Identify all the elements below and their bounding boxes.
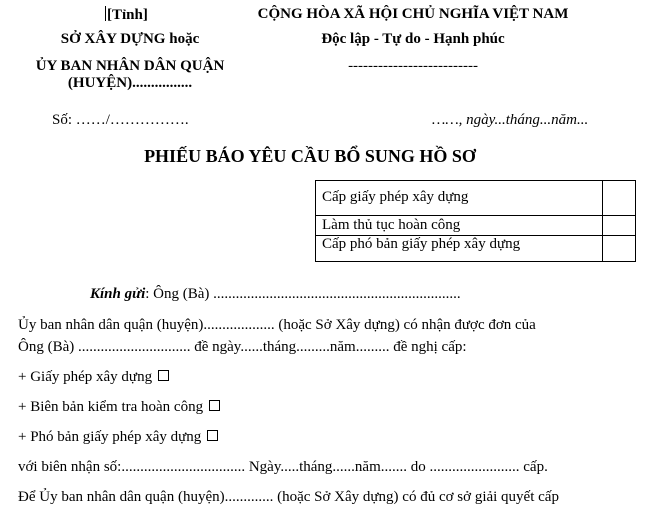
checkbox-icon[interactable]: [209, 400, 220, 411]
request-type-table: [315, 180, 636, 262]
checkbox-icon[interactable]: [207, 430, 218, 441]
request-item: + Biên bản kiểm tra hoàn công: [18, 399, 220, 416]
request-type-row: [316, 236, 636, 262]
national-motto: Độc lập - Tự do - Hạnh phúc: [321, 31, 505, 47]
paragraph-1-line-1: Ủy ban nhân dân quận (huyện)................... (hoặc Sở Xây dựng) có nhận được đơn của: [18, 317, 536, 333]
header-rule: --------------------------: [348, 58, 478, 74]
document-date: ……, ngày...tháng...năm...: [432, 112, 589, 128]
request-type-label: Làm thủ tục hoàn công: [316, 216, 603, 236]
receipt-line: với biên nhận số:................................. Ngày.....tháng......năm....... do ........................ cấp.: [18, 459, 548, 475]
country-name: CỘNG HÒA XÃ HỘI CHỦ NGHĨA VIỆT NAM: [257, 6, 569, 22]
request-type-checkbox[interactable]: [603, 236, 636, 262]
request-type-checkbox[interactable]: [603, 181, 636, 216]
document-title: PHIẾU BÁO YÊU CẦU BỔ SUNG HỒ SƠ: [144, 146, 476, 166]
request-type-row: [316, 181, 636, 216]
greeting-label: Kính gửi: [90, 286, 146, 302]
greeting-line: [90, 286, 461, 303]
committee-label-line1: ỦY BAN NHÂN DÂN QUẬN: [35, 58, 225, 74]
request-type-label: Cấp giấy phép xây dựng: [316, 181, 603, 216]
paragraph-2-line-1: Để Ủy ban nhân dân quận (huyện)............. (hoặc Sở Xây dựng) có đủ cơ sở giải quyết cấp: [18, 489, 559, 505]
committee-label-line2: (HUYỆN)................: [67, 75, 193, 91]
province-label: [Tỉnh]: [107, 7, 148, 23]
request-type-checkbox[interactable]: [603, 216, 636, 236]
request-type-row: [316, 216, 636, 236]
request-type-label: Cấp phó bản giấy phép xây dựng: [316, 236, 603, 262]
text-cursor: [105, 6, 106, 21]
document-number: Số: ……/…………….: [52, 112, 189, 128]
department-label: SỞ XÂY DỰNG hoặc: [60, 31, 200, 47]
checkbox-icon[interactable]: [158, 370, 169, 381]
request-item: + Phó bản giấy phép xây dựng: [18, 429, 218, 446]
paragraph-1-line-2: Ông (Bà) .............................. đề ngày......tháng.........năm......... đề nghị cấp:: [18, 339, 467, 355]
request-item: + Giấy phép xây dựng: [18, 369, 169, 386]
greeting-recipient: : Ông (Bà) ..................................................................: [145, 286, 461, 302]
